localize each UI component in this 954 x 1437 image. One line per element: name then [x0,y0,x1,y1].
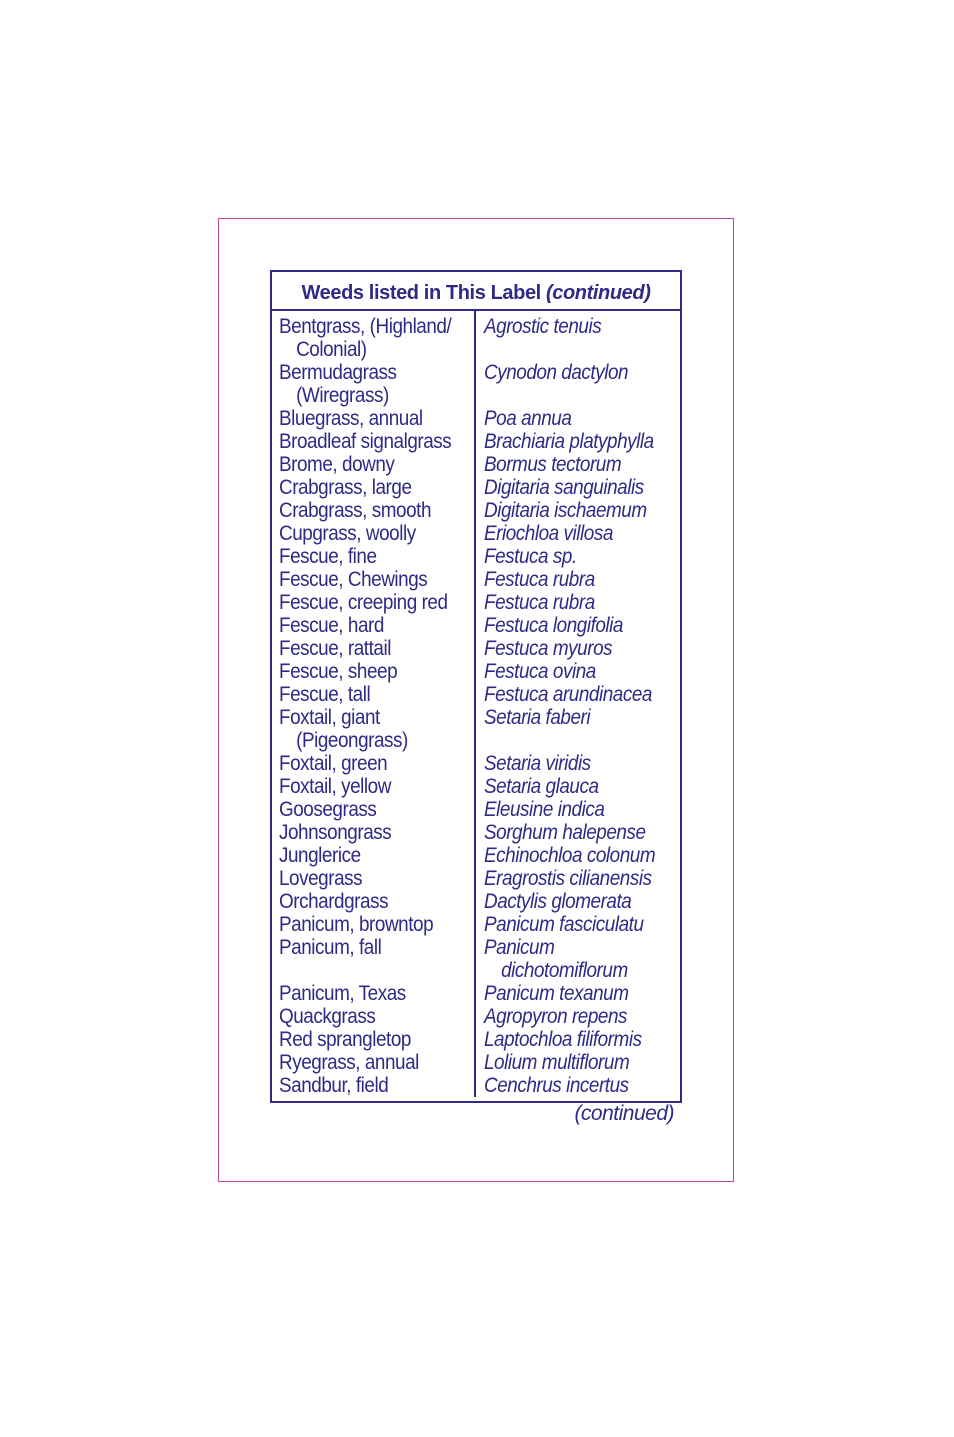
common-name: (Wiregrass) [296,384,389,407]
common-name: Panicum, Texas [279,982,406,1005]
common-name: Junglerice [279,844,361,867]
common-name: Fescue, rattail [279,637,391,660]
common-name: Broadleaf signalgrass [279,430,452,453]
common-name: Ryegrass, annual [279,1051,419,1074]
scientific-name: Cenchrus incertus [484,1074,629,1097]
common-name: Quackgrass [279,1005,376,1028]
common-name: Bermudagrass [279,361,397,384]
common-name: Lovegrass [279,867,363,890]
scientific-name: Panicum texanum [484,982,629,1005]
scientific-name: Festuca longifolia [484,614,623,637]
common-name: Cupgrass, woolly [279,522,416,545]
common-name: Orchardgrass [279,890,389,913]
scientific-name: Brachiaria platyphylla [484,430,654,453]
scientific-name: Sorghum halepense [484,821,646,844]
scientific-name: Bormus tectorum [484,453,622,476]
scientific-name: Lolium multiflorum [484,1051,630,1074]
scientific-name [484,338,660,361]
common-name: Fescue, Chewings [279,568,428,591]
common-name: Sandbur, field [279,1074,389,1097]
scientific-name: Festuca arundinacea [484,683,652,706]
scientific-name: Eragrostis cilianensis [484,867,652,890]
scientific-name: Setaria glauca [484,775,599,798]
common-name: Fescue, tall [279,683,371,706]
scientific-name-column [476,311,680,1097]
scientific-name: Setaria faberi [484,706,591,729]
scientific-name: Dactylis glomerata [484,890,632,913]
continued-note: (continued) [574,1102,674,1125]
common-name: Foxtail, giant [279,706,380,729]
common-name: Brome, downy [279,453,395,476]
scientific-name: Eleusine indica [484,798,605,821]
scientific-name: dichotomiflorum [501,959,628,982]
common-name: Foxtail, yellow [279,775,391,798]
scientific-name: Eriochloa villosa [484,522,613,545]
scientific-name: Agropyron repens [484,1005,628,1028]
weeds-table [270,270,682,1103]
scientific-name: Setaria viridis [484,752,591,775]
common-name: Red sprangletop [279,1028,411,1051]
common-name-column [272,311,476,1097]
common-name: Fescue, hard [279,614,384,637]
scientific-name: Panicum [484,936,555,959]
table-body [272,311,680,1101]
scientific-name: Poa annua [484,407,572,430]
common-name: (Pigeongrass) [296,729,408,752]
scientific-name: Cynodon dactylon [484,361,629,384]
scientific-name: Digitaria ischaemum [484,499,647,522]
scientific-name [484,384,660,407]
common-name: Foxtail, green [279,752,388,775]
common-name: Fescue, sheep [279,660,398,683]
common-name [279,959,455,982]
common-name: Bentgrass, (Highland/ [279,315,452,338]
common-name: Fescue, fine [279,545,377,568]
common-name: Colonial) [296,338,367,361]
common-name: Panicum, browntop [279,913,434,936]
table-title-text: Weeds listed in This Label [301,282,541,304]
common-name: Panicum, fall [279,936,382,959]
common-name: Crabgrass, large [279,476,412,499]
table-title-continued: (continued) [546,282,651,304]
common-name: Crabgrass, smooth [279,499,432,522]
scientific-name: Festuca ovina [484,660,596,683]
scientific-name: Festuca rubra [484,568,595,591]
scientific-name: Festuca rubra [484,591,595,614]
scientific-name: Echinochloa colonum [484,844,656,867]
common-name: Johnsongrass [279,821,392,844]
scientific-name: Festuca myuros [484,637,613,660]
table-title [272,272,680,311]
scientific-name: Laptochloa filiformis [484,1028,642,1051]
common-name: Fescue, creeping red [279,591,448,614]
scientific-name: Agrostic tenuis [484,315,602,338]
common-name: Goosegrass [279,798,377,821]
scientific-name: Panicum fasciculatu [484,913,644,936]
scientific-name: Digitaria sanguinalis [484,476,644,499]
common-name: Bluegrass, annual [279,407,423,430]
scientific-name: Festuca sp. [484,545,577,568]
scientific-name [484,729,660,752]
